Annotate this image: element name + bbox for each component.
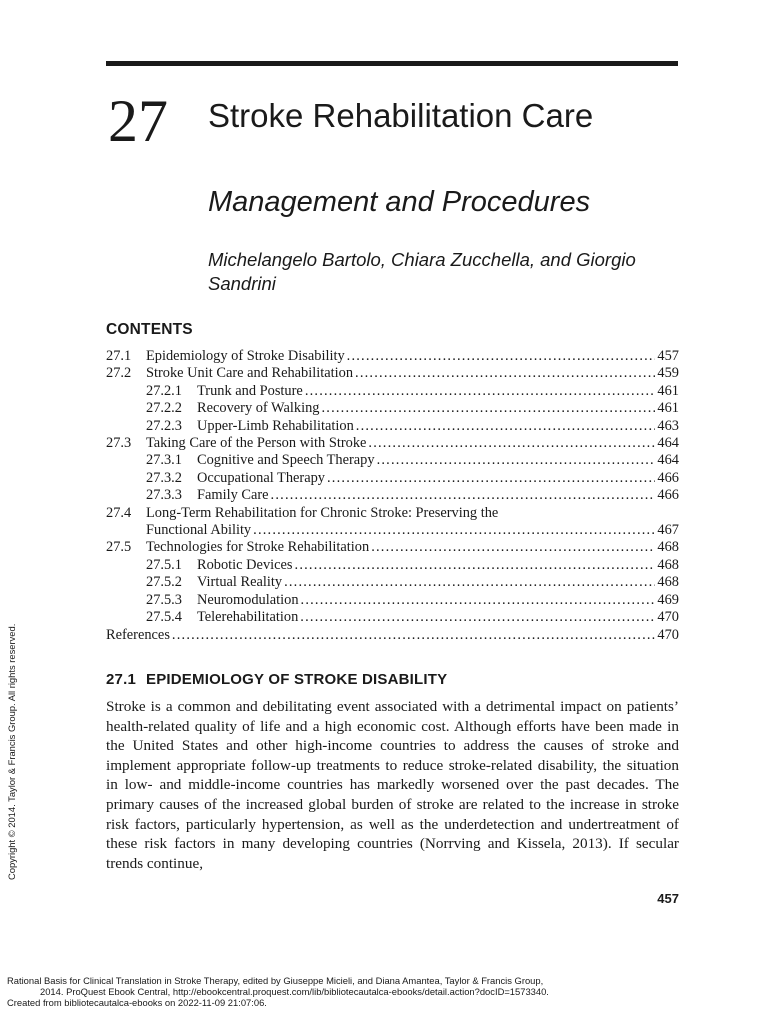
toc-entry-number: 27.5.3 [146,591,182,608]
toc-leader-dots [271,487,656,504]
toc-entry-title: Long-Term Rehabilitation for Chronic Stroke: Preserving the [146,504,499,521]
toc-entry-title: Functional Ability [146,522,252,539]
toc-entry-page: 466 [657,469,679,486]
toc-entry[interactable] [106,452,679,469]
toc-entry[interactable] [106,348,679,365]
toc-entry[interactable] [106,574,679,591]
toc-leader-dots [253,522,655,539]
toc-leader-dots [371,539,655,556]
toc-entry-page: 469 [657,591,679,608]
toc-entry-title: References [106,626,170,643]
toc-entry[interactable] [106,557,679,574]
chapter-title: Stroke Rehabilitation Care [208,97,594,134]
toc-entry-number: 27.5.1 [146,556,182,573]
toc-entry-number: 27.3.3 [146,487,182,504]
toc-entry-continuation[interactable] [106,522,679,539]
toc-entry-number: 27.5.4 [146,609,182,626]
toc-entry-title: Robotic Devices [197,556,293,573]
table-of-contents [106,348,679,644]
toc-entry-title: Stroke Unit Care and Rehabilitation [146,365,354,382]
toc-entry-number: 27.2.2 [146,400,182,417]
footer-line: Created from bibliotecautalca-ebooks on 2022-11-09 21:07:06. [7,997,267,1008]
toc-entry-page: 470 [657,626,679,643]
toc-entry-title: Epidemiology of Stroke Disability [146,348,345,364]
toc-entry[interactable] [106,383,679,400]
footer-line: Rational Basis for Clinical Translation in Stroke Therapy, edited by Giuseppe Micieli, and Diana Amantea, Taylor & Francis Group, [7,975,544,986]
side-copyright-notice: Copyright © 2014. Taylor & Francis Group. All rights reserved. [6,623,17,880]
page-number: 457 [657,891,679,906]
contents-heading: CONTENTS [106,321,193,338]
toc-leader-dots [301,592,656,609]
toc-entry-title: Virtual Reality [197,574,283,591]
toc-entry[interactable] [106,505,679,522]
toc-entry[interactable] [106,487,679,504]
toc-entry-title: Telerehabilitation [197,609,299,626]
toc-entry-title: Cognitive and Speech Therapy [197,452,375,469]
toc-entry-number: 27.2.1 [146,382,182,399]
toc-entry[interactable] [106,470,679,487]
toc-entry-title: Recovery of Walking [197,400,320,417]
toc-entry[interactable] [106,400,679,417]
toc-entry[interactable] [106,365,679,382]
toc-entry-number: 27.4 [106,504,132,521]
toc-leader-dots [300,609,655,626]
toc-leader-dots [355,365,655,382]
toc-entry[interactable] [106,418,679,435]
toc-leader-dots [172,627,655,644]
toc-leader-dots [347,348,656,365]
toc-entry-page: 459 [657,365,679,382]
toc-entry[interactable] [106,592,679,609]
toc-entry-page: 461 [657,382,679,399]
toc-leader-dots [368,435,655,452]
toc-leader-dots [356,418,656,435]
toc-entry-number: 27.3 [106,435,132,452]
toc-entry-number: 27.1 [106,348,132,364]
section-title: EPIDEMIOLOGY OF STROKE DISABILITY [146,671,448,688]
toc-entry-title: Upper-Limb Rehabilitation [197,417,354,434]
toc-entry-page: 461 [657,400,679,417]
toc-entry-page: 468 [657,556,679,573]
toc-leader-dots [295,557,656,574]
toc-entry-page: 467 [657,522,679,539]
toc-entry-number: 27.2 [106,365,132,382]
section-number: 27.1 [106,671,136,688]
toc-entry-title: Neuromodulation [197,591,299,608]
toc-entry-title: Family Care [197,487,269,504]
toc-entry-title: Taking Care of the Person with Stroke [146,435,367,452]
chapter-number: 27 [108,88,168,154]
toc-entry-page: 464 [657,435,679,452]
toc-leader-dots [284,574,655,591]
section-heading [106,671,447,688]
toc-entry-number: 27.2.3 [146,417,182,434]
toc-leader-dots [327,470,655,487]
toc-entry-title: Technologies for Stroke Rehabilitation [146,539,370,556]
toc-entry-title: Trunk and Posture [197,382,303,399]
toc-entry[interactable] [106,539,679,556]
toc-entry-title: Occupational Therapy [197,469,325,486]
section-body-text: Stroke is a common and debilitating event associated with a detrimental impact on patients’ health-related quality of life and a high economic cost. Although efforts have been made in the United States and other high-income countries to address the causes of stroke and implement appropriate follow-up treatments to reduce stroke-related disability, the situation in low- and middle-income countries has markedly worsened over the past decades. The primary causes of the increased global burden of stroke are related to the increase in stroke risk factors, particularly hypertension, as well as the underdetection and undertreatment of these risk factors in many developing countries (Norrving and Kissela, 2013). If secular trends continue, [106,698,679,872]
toc-entry-references[interactable] [106,627,679,644]
toc-entry-page: 457 [657,348,679,364]
toc-entry-page: 470 [657,609,679,626]
toc-entry[interactable] [106,609,679,626]
toc-entry-page: 466 [657,487,679,504]
toc-entry-page: 468 [657,539,679,556]
citation-footer [7,975,762,1008]
toc-entry-page: 463 [657,417,679,434]
chapter-top-rule [106,61,678,66]
toc-leader-dots [305,383,656,400]
toc-entry-page: 468 [657,574,679,591]
toc-entry-number: 27.5 [106,539,132,556]
chapter-subtitle: Management and Procedures [208,186,591,218]
toc-entry-number: 27.3.2 [146,469,182,486]
toc-leader-dots [377,452,656,469]
footer-line: 2014. ProQuest Ebook Central, http://ebookcentral.proquest.com/lib/bibliotecautalca-ebooks/detail.action?docID=1573340. [40,986,549,997]
toc-entry[interactable] [106,435,679,452]
toc-entry-number: 27.5.2 [146,574,182,591]
toc-entry-number: 27.3.1 [146,452,182,469]
chapter-authors: Michelangelo Bartolo, Chiara Zucchella, and Giorgio Sandrini [208,249,636,294]
toc-entry-page: 464 [657,452,679,469]
toc-leader-dots [321,400,655,417]
